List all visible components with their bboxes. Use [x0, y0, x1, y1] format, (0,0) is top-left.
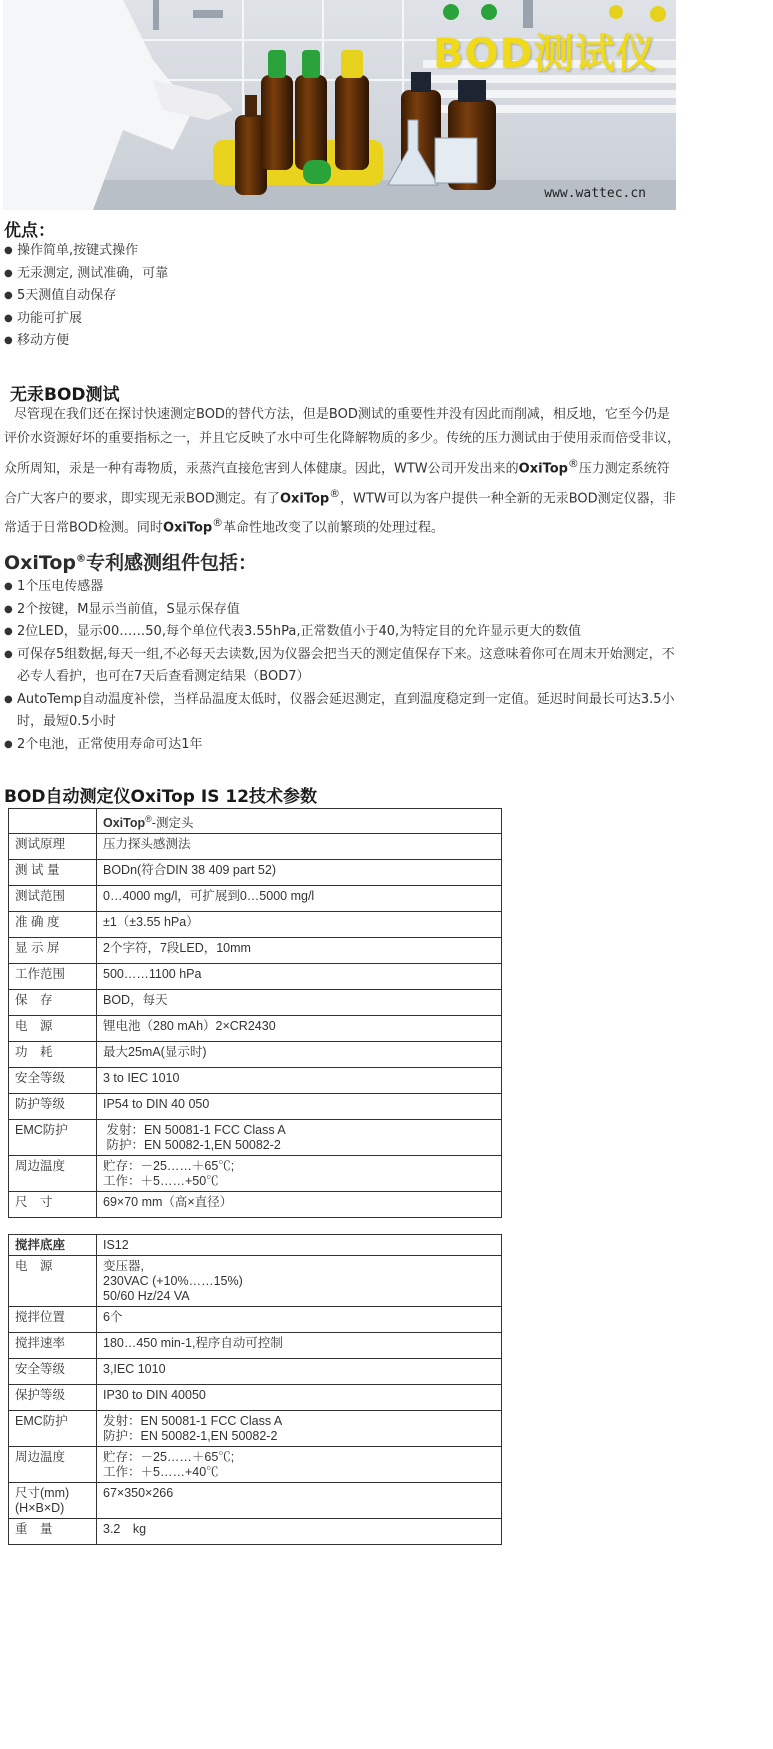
row-label: 电 源	[15, 1259, 53, 1273]
row-value: 50/60 Hz/24 VA	[103, 1289, 190, 1303]
list-item: ● 无汞测定, 测试准确，可靠	[4, 263, 684, 286]
row-label: 尺 寸	[15, 1195, 53, 1210]
table-row	[9, 1307, 502, 1333]
row-label: 工作范围	[15, 967, 66, 982]
hero-url: www.wattec.cn	[544, 186, 646, 201]
brand-name: OxiTop	[4, 552, 77, 574]
table-cell	[97, 1385, 502, 1411]
table-row	[9, 1156, 502, 1192]
list-item: ● 移动方便	[4, 330, 684, 353]
row-label: 周边温度	[15, 1450, 66, 1464]
table-cell	[9, 1192, 97, 1218]
table-cell	[9, 912, 97, 938]
table-cell	[9, 964, 97, 990]
spec-title: BOD自动测定仪OxiTop IS 12技术参数	[4, 787, 318, 807]
row-value: IP30 to DIN 40050	[103, 1388, 206, 1402]
table-cell	[97, 938, 502, 964]
table-cell	[9, 1042, 97, 1068]
table-row	[9, 990, 502, 1016]
brand-name: OxiTop	[103, 816, 146, 831]
row-value: 180…450 min-1,程序自动可控制	[103, 1336, 283, 1350]
row-label: 尺寸(mm)	[15, 1486, 70, 1500]
registered-mark: ®	[145, 814, 152, 824]
table-row	[9, 1519, 502, 1545]
row-label: 保 存	[15, 993, 53, 1008]
table-cell	[9, 1094, 97, 1120]
table-cell	[9, 860, 97, 886]
table-cell	[9, 809, 97, 834]
table-row	[9, 1256, 502, 1307]
paragraph-text: ，WTW可以为客户提供一种全新的无汞BOD测定仪器，非常适于日常BOD检测。同时	[4, 490, 676, 536]
row-label: 搅拌位置	[15, 1310, 66, 1324]
table-cell	[97, 1192, 502, 1218]
row-label: 重 量	[15, 1522, 53, 1536]
list-item: ● 2个按键，M显示当前值，S显示保存值	[4, 599, 680, 622]
row-value: 2个字符，7段LED，10mm	[103, 941, 251, 956]
table-row	[9, 1094, 502, 1120]
row-value: 贮存：－25……＋65℃;	[103, 1450, 235, 1464]
table-cell	[9, 938, 97, 964]
table-cell	[9, 886, 97, 912]
row-label-sub: (H×B×D)	[15, 1501, 65, 1515]
row-label: 安全等级	[15, 1362, 66, 1376]
list-item: ● 可保存5组数据,每天一组,不必每天去读数,因为仪器会把当天的测定值保存下来。这意味着你可在周末开始测定，不必专人看护，也可在7天后查看测定结果（BOD7）	[4, 644, 680, 689]
row-value: 230VAC (+10%……15%)	[103, 1274, 243, 1288]
table-header-row	[9, 809, 502, 834]
table-cell	[97, 1094, 502, 1120]
row-label: EMC防护	[15, 1123, 68, 1138]
row-label: 功 耗	[15, 1045, 53, 1060]
list-item: ● 2位LED，显示00……50,每个单位代表3.55hPa,正常数值小于40,为特定目的允许显示更大的数值	[4, 621, 680, 644]
table-cell	[9, 1385, 97, 1411]
mercury-free-paragraph	[4, 403, 680, 541]
table-row	[9, 1068, 502, 1094]
row-value: 防护：EN 50082-1,EN 50082-2	[103, 1429, 278, 1443]
table-cell	[97, 1447, 502, 1483]
paragraph-text: 革命性地改变了以前繁琐的处理过程。	[223, 520, 445, 536]
table-cell: IS12	[97, 1235, 502, 1256]
table-header-text: -测定头	[151, 816, 194, 831]
table-cell	[9, 1447, 97, 1483]
table-cell	[97, 1120, 502, 1156]
table-row	[9, 834, 502, 860]
list-item: ● 1个压电传感器	[4, 576, 680, 599]
table-cell	[97, 1359, 502, 1385]
table-cell	[97, 1307, 502, 1333]
mercury-free-title: 无汞BOD测试	[10, 385, 120, 405]
row-value: 发射：EN 50081-1 FCC Class A	[103, 1414, 283, 1428]
hero-title: BOD测试仪	[433, 31, 657, 77]
table-row	[9, 1411, 502, 1447]
row-label: 保护等级	[15, 1388, 66, 1402]
row-value: 最大25mA(显示时)	[103, 1045, 207, 1060]
table-cell	[9, 1256, 97, 1307]
list-item: ● 操作简单,按键式操作	[4, 240, 684, 263]
components-title	[4, 548, 257, 575]
row-value: 变压器,	[103, 1259, 144, 1273]
row-label: 周边温度	[15, 1159, 66, 1174]
table-cell	[9, 1411, 97, 1447]
advantages-title: 优点：	[4, 221, 55, 241]
row-label: 显 示 屏	[15, 941, 60, 956]
row-label: 测 试 量	[15, 863, 60, 878]
table-cell	[97, 964, 502, 990]
row-value: 工作：＋5……+40℃	[103, 1465, 219, 1479]
row-value: BODn(符合DIN 38 409 part 52)	[103, 863, 276, 878]
row-value: 67×350×266	[103, 1486, 174, 1500]
table-row	[9, 860, 502, 886]
row-value: 3.2 kg	[103, 1522, 147, 1536]
brand-name: OxiTop	[518, 461, 568, 477]
table-cell	[9, 1016, 97, 1042]
table-row	[9, 1042, 502, 1068]
row-value: 6个	[103, 1310, 123, 1324]
registered-mark: ®	[567, 456, 579, 470]
row-label: 测试范围	[15, 889, 66, 904]
row-label: 防护等级	[15, 1097, 66, 1112]
table-cell	[97, 912, 502, 938]
row-value: 3,IEC 1010	[103, 1362, 166, 1376]
list-item: ● AutoTemp自动温度补偿，当样品温度太低时，仪器会延迟测定，直到温度稳定到一定值。延迟时间最长可达3.5小时，最短0.5小时	[4, 689, 680, 734]
table-cell	[9, 1483, 97, 1519]
table-row	[9, 938, 502, 964]
row-label: 安全等级	[15, 1071, 66, 1086]
row-label: 准 确 度	[15, 915, 60, 930]
table-cell	[97, 1483, 502, 1519]
measuring-head-spec-table	[8, 808, 502, 1218]
table-cell	[97, 1519, 502, 1545]
brand-name: OxiTop	[279, 490, 330, 506]
table-row	[9, 886, 502, 912]
row-value: 锂电池（280 mAh）2×CR2430	[103, 1019, 276, 1034]
hero-banner	[3, 0, 676, 210]
registered-mark: ®	[329, 486, 341, 500]
paragraph-text: 尽管现在我们还在探讨快速测定BOD的替代方法，但是BOD测试的重要性并没有因此而削减，相反地，它至今仍是评价水资源好坏的重要指标之一，并且它反映了水中可生化降解物质的多少。传统的压力测试由于使用汞而倍受非议，众所周知，汞是一种有毒物质，汞蒸汽直接危害到人体健康。因此，WTW公司开发出来的	[4, 407, 681, 477]
table-cell	[9, 990, 97, 1016]
table-row	[9, 1359, 502, 1385]
table-row	[9, 964, 502, 990]
table-row	[9, 1483, 502, 1519]
table-cell	[97, 1411, 502, 1447]
table-cell	[9, 1068, 97, 1094]
row-value: ±1（±3.55 hPa）	[103, 915, 199, 930]
table-cell	[97, 1068, 502, 1094]
table-row	[9, 1192, 502, 1218]
row-label: EMC防护	[15, 1414, 68, 1428]
row-label: 电 源	[15, 1019, 53, 1034]
table-cell	[97, 834, 502, 860]
table-row	[9, 1447, 502, 1483]
advantages-list	[4, 240, 684, 353]
table-cell	[9, 1519, 97, 1545]
row-value: 工作：＋5……+50℃	[103, 1174, 219, 1189]
row-value: 0…4000 mg/l，可扩展到0…5000 mg/l	[103, 889, 315, 904]
table-row	[9, 1120, 502, 1156]
table-cell	[97, 1016, 502, 1042]
registered-mark: ®	[76, 553, 87, 565]
table-cell: 搅拌底座	[9, 1235, 97, 1256]
row-value: 发射：EN 50081-1 FCC Class A	[103, 1123, 286, 1138]
row-value: 防护：EN 50082-1,EN 50082-2	[103, 1138, 281, 1153]
row-label: 测试原理	[15, 837, 66, 852]
row-value: 贮存：－25……＋65℃;	[103, 1159, 235, 1174]
table-row	[9, 1385, 502, 1411]
table-row	[9, 1016, 502, 1042]
paragraph-text: 压力测定系统符合广大客户的要求，即实现无汞BOD测定。有了	[4, 461, 670, 506]
table-cell	[9, 1120, 97, 1156]
row-value: BOD，每天	[103, 993, 168, 1008]
table-row	[9, 1333, 502, 1359]
list-item: ● 功能可扩展	[4, 308, 684, 331]
table-cell	[97, 809, 502, 834]
table-cell	[97, 990, 502, 1016]
table-cell	[97, 1256, 502, 1307]
table-cell	[9, 1333, 97, 1359]
components-list	[4, 576, 680, 756]
table-cell	[9, 1156, 97, 1192]
table-row	[9, 912, 502, 938]
row-label: 搅拌速率	[15, 1336, 66, 1350]
list-item: ● 5天测值自动保存	[4, 285, 684, 308]
table-cell	[9, 1359, 97, 1385]
row-value: IP54 to DIN 40 050	[103, 1097, 210, 1112]
list-item: ● 2个电池，正常使用寿命可达1年	[4, 734, 680, 757]
table-cell	[97, 1042, 502, 1068]
table-cell	[9, 834, 97, 860]
table-cell	[97, 1156, 502, 1192]
row-value: 压力探头感测法	[103, 837, 191, 852]
table-header-row	[9, 1235, 502, 1256]
table-cell	[97, 1333, 502, 1359]
brand-name: OxiTop	[162, 520, 213, 536]
row-value: 69×70 mm（高×直径）	[103, 1195, 233, 1210]
table-cell	[97, 860, 502, 886]
table-cell	[97, 886, 502, 912]
stirring-base-spec-table	[8, 1234, 502, 1545]
row-value: 500……1100 hPa	[103, 967, 202, 982]
components-title-text: 专利感测组件包括：	[86, 552, 258, 574]
row-value: 3 to IEC 1010	[103, 1071, 180, 1086]
table-cell	[9, 1307, 97, 1333]
registered-mark: ®	[212, 516, 224, 530]
